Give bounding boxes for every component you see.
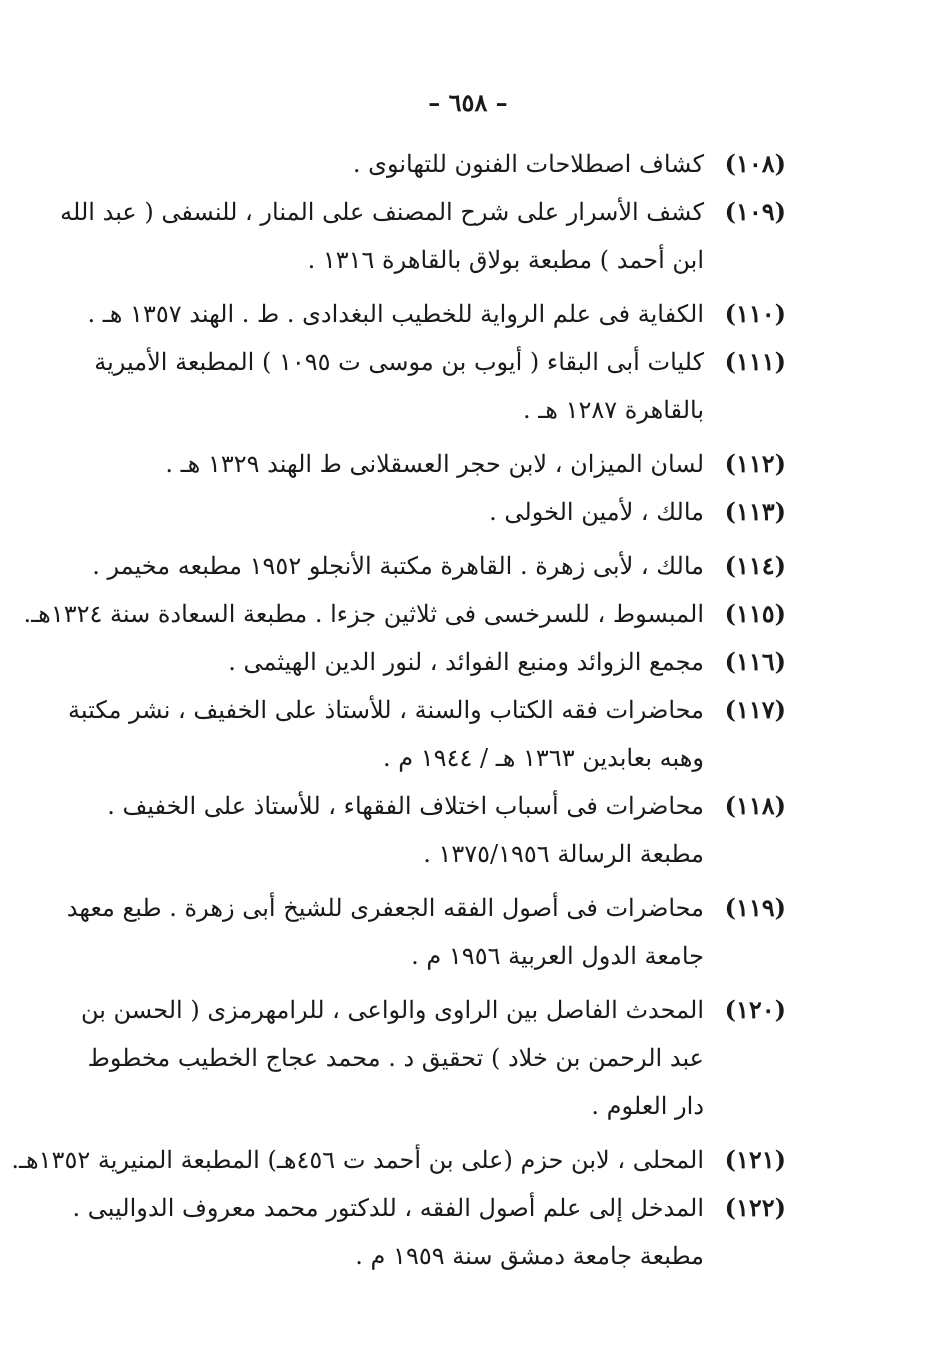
- entry-text: [92, 542, 704, 590]
- entry-number: (١١٧): [724, 695, 786, 724]
- entry-text: [107, 782, 704, 878]
- entry-number: (١٢١): [724, 1145, 786, 1174]
- entry-text: [136, 638, 704, 686]
- entry-line: محاضرات فقه الكتاب والسنة ، للأستاذ على الخفيف ، نشر مكتبة: [67, 696, 704, 724]
- entry-line: مالك ، لأمين الخولى .: [489, 498, 704, 526]
- entry-line: عبد الرحمن بن خلاد ) تحقيق د . محمد عجاج الخطيب مخطوط: [87, 1044, 704, 1072]
- bibliography-entry: [136, 440, 786, 488]
- entry-text: [80, 986, 704, 1130]
- entry-number: (١١٠): [724, 299, 786, 328]
- entry-line: مطبعة جامعة دمشق سنة ١٩٥٩ م .: [355, 1242, 704, 1270]
- bibliography-entry: [136, 488, 786, 536]
- bibliography-entry: [60, 188, 786, 284]
- entry-number: (١١١): [724, 347, 786, 376]
- entry-line: جامعة الدول العربية ١٩٥٦ م .: [411, 942, 704, 970]
- entry-line: الكفاية فى علم الرواية للخطيب البغدادى . ط . الهند ١٣٥٧ هـ .: [87, 300, 704, 328]
- entry-number: (١١٩): [724, 893, 786, 922]
- entry-text: [87, 290, 704, 338]
- entry-line: مالك ، لأبى زهرة . القاهرة مكتبة الأنجلو ١٩٥٢ مطبعه مخيمر .: [92, 552, 704, 580]
- entry-text: [23, 590, 704, 638]
- page-number: – ٦٥٨ –: [428, 88, 508, 117]
- entry-number: (١١٦): [724, 647, 786, 676]
- bibliography-entry: [87, 290, 786, 338]
- entry-line: كشف الأسرار على شرح المصنف على المنار ، للنسفى ( عبد الله: [60, 198, 704, 226]
- bibliography-entry: [23, 590, 786, 638]
- entry-number: (١١٤): [724, 551, 786, 580]
- entry-number: (١٠٩): [724, 197, 786, 226]
- entry-line: مجمع الزوائد ومنبع الفوائد ، لنور الدين الهيثمى .: [228, 648, 704, 676]
- entry-line: دار العلوم .: [591, 1092, 704, 1120]
- entry-line: المحلى ، لابن حزم (على بن أحمد ت ٤٥٦هـ) المطبعة المنيرية ١٣٥٢هـ.: [11, 1146, 704, 1174]
- bibliography-list: [11, 140, 786, 1280]
- entry-line: المدخل إلى علم أصول الفقه ، للدكتور محمد معروف الدواليبى .: [72, 1194, 704, 1222]
- entry-text: [11, 1136, 704, 1184]
- entry-line: لسان الميزان ، لابن حجر العسقلانى ط الهند ١٣٢٩ هـ .: [165, 450, 704, 478]
- entry-line: محاضرات فى أسباب اختلاف الفقهاء ، للأستاذ على الخفيف .: [107, 792, 704, 820]
- bibliography-entry: [136, 140, 786, 188]
- bibliography-entry: [67, 686, 786, 782]
- entry-text: [94, 338, 704, 434]
- entry-number: (١٠٨): [724, 149, 786, 178]
- entry-line: وهبه بعابدين ١٣٦٣ هـ / ١٩٤٤ م .: [383, 744, 704, 772]
- entry-number: (١٢٢): [724, 1193, 786, 1222]
- entry-line: المحدث الفاصل بين الراوى والواعى ، للرامهرمزى ( الحسن بن: [80, 996, 704, 1024]
- bibliography-entry: [80, 986, 786, 1130]
- entry-text: [136, 140, 704, 188]
- entry-text: [67, 686, 704, 782]
- entry-text: [136, 440, 704, 488]
- entry-line: محاضرات فى أصول الفقه الجعفرى للشيخ أبى زهرة . طبع معهد: [66, 894, 704, 922]
- entry-line: ابن أحمد ) مطبعة بولاق بالقاهرة ١٣١٦ .: [307, 246, 704, 274]
- bibliography-entry: [107, 782, 786, 878]
- entry-number: (١١٣): [724, 497, 786, 526]
- bibliography-entry: [94, 338, 786, 434]
- bibliography-entry: [72, 1184, 786, 1280]
- entry-number: (١١٥): [724, 599, 786, 628]
- bibliography-entry: [92, 542, 786, 590]
- entry-number: (١١٨): [724, 791, 786, 820]
- entry-line: كليات أبى البقاء ( أيوب بن موسى ت ١٠٩٥ ) المطبعة الأميرية: [94, 348, 704, 376]
- entry-text: [72, 1184, 704, 1280]
- entry-number: (١١٢): [724, 449, 786, 478]
- entry-line: المبسوط ، للسرخسى فى ثلاثين جزءا . مطبعة السعادة سنة ١٣٢٤هـ.: [23, 600, 704, 628]
- bibliography-entry: [136, 638, 786, 686]
- entry-line: بالقاهرة ١٢٨٧ هـ .: [523, 396, 704, 424]
- entry-text: [136, 488, 704, 536]
- entry-line: مطبعة الرسالة ١٣٧٥/١٩٥٦ .: [423, 840, 704, 868]
- entry-text: [66, 884, 704, 980]
- entry-text: [60, 188, 704, 284]
- entry-number: (١٢٠): [724, 995, 786, 1024]
- bibliography-entry: [11, 1136, 786, 1184]
- entry-line: كشاف اصطلاحات الفنون للتهانوى .: [352, 150, 704, 178]
- bibliography-entry: [66, 884, 786, 980]
